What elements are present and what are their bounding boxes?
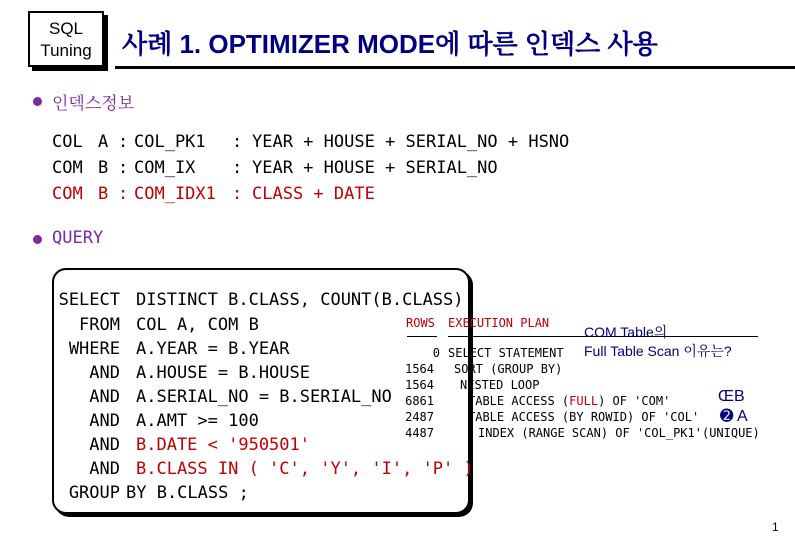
query-keyword: AND [89, 411, 120, 431]
badge-line2: Tuning [40, 41, 92, 60]
index-info-heading: 인덱스정보 [52, 94, 135, 113]
query-clause-highlighted: B.DATE < '950501' [136, 435, 310, 455]
query-line [54, 409, 374, 433]
index-columns: YEAR + HOUSE + SERIAL_NO [252, 158, 498, 178]
plan-row-count: 0 [432, 346, 440, 360]
note-underline [688, 336, 758, 337]
query-clause: COL A, COM B [136, 315, 259, 335]
plan-step-text: ) OF 'COM' [598, 394, 671, 408]
query-line [54, 481, 374, 505]
plan-row-count: 4487 [405, 426, 434, 440]
plan-row-count: 2487 [405, 410, 434, 424]
index-table: COM [52, 158, 83, 178]
bullet-icon [33, 97, 42, 106]
query-clause: A.SERIAL_NO = B.SERIAL_NO [136, 387, 392, 407]
query-heading: QUERY [52, 228, 104, 248]
title-underline [115, 66, 795, 69]
query-clause: A.HOUSE = B.HOUSE [136, 363, 310, 383]
query-keyword: WHERE [68, 339, 120, 359]
query-line [54, 288, 464, 312]
index-row [52, 129, 572, 155]
plan-row-count: 1564 [405, 378, 434, 392]
index-info-list [52, 129, 572, 209]
index-alias: B [98, 184, 109, 204]
query-line [54, 385, 392, 409]
plan-step: SORT (GROUP BY) [454, 362, 563, 376]
query-keyword: GROUP [68, 483, 120, 503]
index-columns: CLASS + DATE [252, 184, 375, 204]
query-keyword: AND [89, 459, 120, 479]
query-clause-highlighted: B.CLASS IN ( 'C', 'Y', 'I', 'P' ) [136, 459, 474, 479]
query-clause: A.AMT >= 100 [136, 411, 259, 431]
query-keyword: SELECT [58, 290, 120, 310]
query-line [54, 313, 374, 337]
plan-rows-header: ROWS [406, 316, 435, 330]
plan-step: SELECT STATEMENT [448, 346, 564, 360]
note-line1: COM Table의 [584, 324, 668, 340]
note-line2: Full Table Scan 이유는? [584, 343, 732, 359]
query-clause: DISTINCT B.CLASS, COUNT(B.CLASS) [136, 290, 464, 310]
index-columns: YEAR + HOUSE + SERIAL_NO + HSNO [252, 132, 570, 152]
full-scan-label: FULL [569, 394, 599, 408]
separator: : [232, 158, 243, 178]
page-title: 사례 1. OPTIMIZER MODE에 따른 인덱스 사용 [122, 29, 658, 59]
index-table: COM [52, 184, 83, 204]
index-name: COL_PK1 [134, 132, 206, 152]
query-line [54, 433, 374, 457]
query-line [54, 361, 374, 385]
separator: : [118, 132, 129, 152]
index-alias: A [98, 132, 109, 152]
plan-step: NESTED LOOP [460, 378, 540, 392]
separator: : [118, 184, 129, 204]
index-row [52, 155, 572, 181]
index-row-highlighted [52, 181, 572, 207]
query-clause: A.YEAR = B.YEAR [136, 339, 290, 359]
separator: : [118, 158, 129, 178]
step-marker-b: ŒB [718, 388, 745, 405]
plan-step-text: TABLE ACCESS ( [468, 394, 570, 408]
badge-line1: SQL [48, 19, 84, 38]
index-alias: B [98, 158, 109, 178]
plan-rows-underline [407, 336, 437, 337]
step-marker-a: ➋ A [720, 408, 748, 425]
separator: : [232, 184, 243, 204]
sql-tuning-badge [28, 11, 104, 67]
index-name: COM_IDX1 [134, 184, 216, 204]
plan-step: INDEX (RANGE SCAN) OF 'COL_PK1'(UNIQUE) [478, 426, 760, 440]
plan-row-count: 6861 [405, 394, 434, 408]
index-name: COM_IX [134, 158, 196, 178]
query-line [54, 337, 374, 361]
query-clause: BY B.CLASS ; [126, 483, 249, 503]
page-number: 1 [772, 520, 779, 534]
bullet-icon [33, 235, 42, 244]
query-line [54, 457, 474, 481]
plan-step: TABLE ACCESS (BY ROWID) OF 'COL' [468, 410, 700, 424]
query-keyword: FROM [79, 315, 120, 335]
plan-row-count: 1564 [405, 362, 434, 376]
plan-step-full-scan [468, 394, 670, 408]
plan-header: EXECUTION PLAN [448, 316, 550, 330]
separator: : [232, 132, 243, 152]
query-keyword: AND [89, 387, 120, 407]
query-keyword: AND [89, 435, 120, 455]
index-table: COL [52, 132, 83, 152]
query-keyword: AND [89, 363, 120, 383]
